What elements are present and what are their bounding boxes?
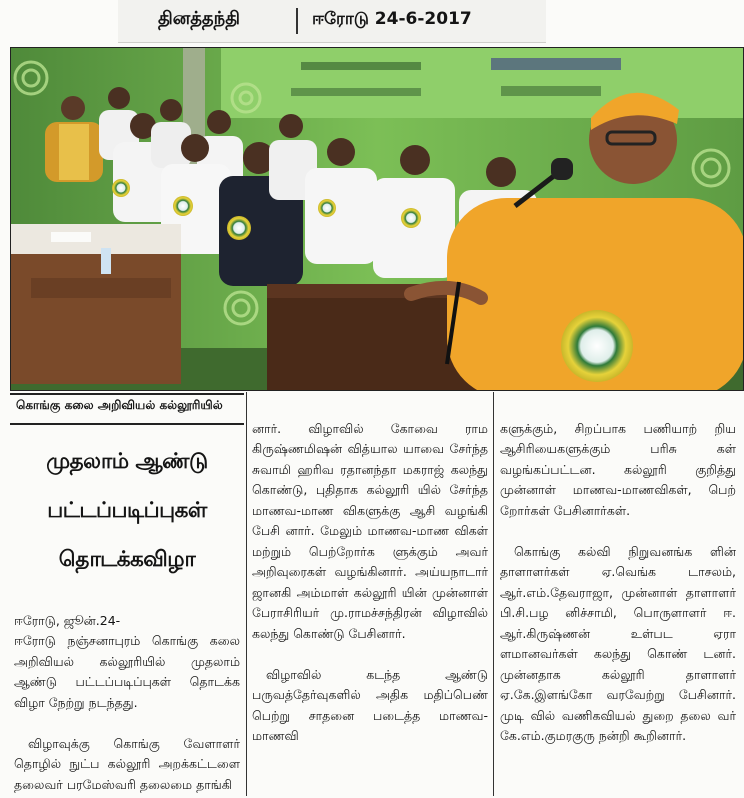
column-3-paragraph-2: கொங்கு கல்வி நிறுவனங்க ளின் தாளாளர்கள் ஏ.வெங்க டாசலம், ஆர்.எம்.தேவராஜா, முன்னாள் தாளாளர் பி.சி.பழ னிச்சாமி, பொருளாளர் ஈ. ஆர்.கிருஷ்ணன் உள்பட ஏரா ளமானவர்கள் கலந்து கொண் டனர். முன்னதாக கல்லூரி தாளாளர் ஏ.கே.இளங்கோ வரவேற்று பேசினார். முடி வில் வணிகவியல் துறை தலை வர் கே.எம்.குமரகுரு நன்றி கூறினார். [500, 543, 736, 743]
kicker-rule-top [10, 393, 244, 395]
edition-date: ஈரோடு 24-6-2017 [312, 9, 472, 29]
backdrop-text-4 [501, 86, 601, 96]
paper-name: தினத்தந்தி [158, 8, 240, 29]
masthead [118, 0, 546, 43]
kicker-rule-bottom [10, 423, 244, 425]
event-photo-illustration [11, 48, 743, 390]
article-column-1 [14, 590, 240, 798]
backdrop-text-1 [301, 62, 421, 70]
event-photo [10, 47, 744, 391]
column-divider-2 [493, 392, 494, 796]
column-3-paragraph-1: களுக்கும், சிறப்பாக பணியாற் றிய ஆசிரியைகளுக்கும் பரிசு கள் வழங்கப்பட்டன. கல்லூரி குறித்து முன்னாள் மாணவ-மாணவிகள், பெற் றோர்கள் பேசினார்கள். [500, 420, 736, 518]
article-column-3 [500, 398, 736, 798]
article-kicker: கொங்கு கலை அறிவியல் கல்லூரியில் [16, 398, 223, 412]
column-1-paragraph-2: விழாவுக்கு கொங்கு வேளாளர் தொழில் நுட்ப கல்லூரி அறக்கட்டளை தலைவர் பரமேஸ்வரி தலைமை தாங்கி [14, 735, 240, 792]
masthead-separator [296, 8, 298, 34]
speaker-badge [561, 310, 633, 382]
article-headline: முதலாம் ஆண்டு பட்டப்படிப்புகள் தொடக்கவிழா [46, 449, 208, 572]
column-1-paragraph-1: ஈரோடு, ஜூன்.24- ஈரோடு நஞ்சனாபுரம் கொங்கு கலை அறிவியல் கல்லூரியில் முதலாம் ஆண்டு பட்டப்படிப்புகள் தொடக்க விழா நேற்று நடந்தது. [14, 612, 240, 710]
head-table [11, 224, 181, 384]
column-divider-1 [246, 392, 247, 796]
column-2-paragraph-1: னார். விழாவில் கோவை ராம கிருஷ்ணமிஷன் வித்யால யாவை சேர்ந்த சுவாமி ஹரிவ ரதானந்தா மகராஜ் கலந்து கொண்டு, புதிதாக கல்லூரி யில் சேர்ந்த மாணவ-மாண விகளுக்கு ஆசி வழங்கி பேசி னார். மேலும் மாணவ-மாண விகள் மற்றும் பெற்றோர்க ளுக்கும் அவர் அறிவுரைகள் வழங்கினார். அய்யநாடார் ஜானகி அம்மாள் கல்லூரி யின் முன்னாள் பேராசிரியர் மு.ராமச்சந்திரன் விழாவில் கலந்து கொண்டு பேசினார். [252, 420, 488, 641]
column-2-paragraph-2: விழாவில் கடந்த ஆண்டு பருவத்தேர்வுகளில் அதிக மதிப்பெண் பெற்று சாதனை படைத்த மாணவ-மாணவி [252, 666, 488, 743]
backdrop-text-3 [291, 88, 421, 96]
article-column-2 [252, 398, 488, 798]
backdrop-text-2 [491, 58, 621, 70]
